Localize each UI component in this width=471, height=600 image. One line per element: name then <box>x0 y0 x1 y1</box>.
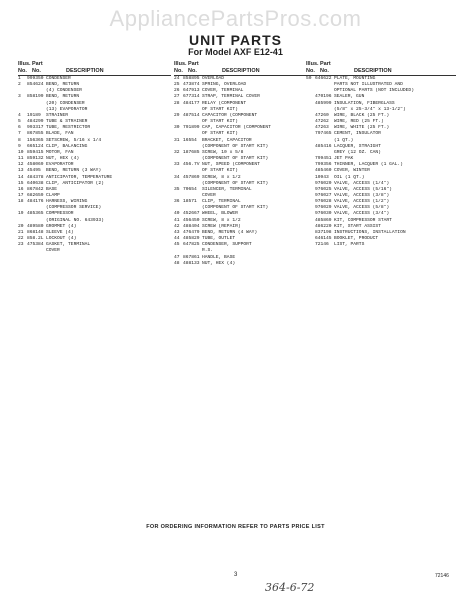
part-number: 10943 <box>315 174 329 180</box>
part-number: 47262 <box>315 119 329 125</box>
part-description: THINNER, LACQUER (1 GAL.) <box>334 162 403 168</box>
part-description: (COMPONENT OF START KIT) <box>202 180 269 186</box>
part-description: OF START KIT) <box>202 106 238 112</box>
part-description: MOTOR, FAN <box>46 149 74 155</box>
part-number: 488404 <box>183 223 200 229</box>
part-number: 858199 <box>27 94 44 100</box>
part-description: HANDLE, BASE <box>202 254 236 260</box>
part-number: 488133 <box>183 260 200 266</box>
part-description: CLAMP <box>46 192 60 198</box>
part-number: 16554 <box>183 137 197 143</box>
part-description: STRAP, TERMINAL COVER <box>202 94 260 100</box>
part-number: 487514 <box>183 112 200 118</box>
part-number: 484299 <box>27 119 44 125</box>
part-number: 647825 <box>183 242 200 248</box>
part-description: BEND, RETURN (3 WAY) <box>46 168 102 174</box>
part-row <box>174 261 307 267</box>
part-number: 70654 <box>183 186 197 192</box>
part-description: WIRE, BLACK (25 FT.) <box>334 112 390 118</box>
part-description: VALVE, ACCESS (1/2") <box>334 199 390 205</box>
part-description: PLATE, MOUNTING <box>334 76 376 81</box>
part-number: 457869 <box>183 174 200 180</box>
part-number: 484177 <box>183 100 200 106</box>
part-description: RELAY (COMPONENT <box>202 100 247 106</box>
illus-number: 24 <box>174 76 180 81</box>
header-description: DESCRIPTION <box>222 68 260 74</box>
part-description: LIST, PARTS <box>334 242 365 248</box>
part-number: 485869 <box>315 217 332 223</box>
header-no: No. <box>306 68 315 74</box>
part-description: BRACKET, CAPACITOR <box>202 137 252 143</box>
part-description: HARNESS, WIRING <box>46 199 88 205</box>
illus-number: 17 <box>18 192 24 198</box>
part-number: 156365 <box>27 137 44 143</box>
part-number: 867861 <box>183 254 200 260</box>
part-description: COVER, WINTER <box>334 168 370 174</box>
illus-number: 15 <box>18 180 24 186</box>
part-description: COVER <box>46 248 60 254</box>
part-number: 475384 <box>27 242 44 248</box>
part-description: BEND, RETURN <box>46 94 80 100</box>
page-subtitle: For Model AXF E12-41 <box>188 47 283 57</box>
part-number: 859132 <box>27 156 44 162</box>
part-number: 976020 <box>315 180 332 186</box>
part-number: 799356 <box>315 162 332 168</box>
part-number: 791899 <box>183 125 200 131</box>
illus-number: 44 <box>174 236 180 242</box>
illus-number: 11 <box>18 156 24 162</box>
header-part: Part <box>320 61 331 67</box>
part-number: 476479 <box>183 229 200 235</box>
parts-list <box>174 76 307 267</box>
part-number: 867842 <box>27 186 44 192</box>
part-number: 485460 <box>315 168 332 174</box>
part-description: ANTICIPATOR, TEMPERATURE <box>46 174 113 180</box>
illus-number: 12 <box>18 162 24 168</box>
part-number: 456450 <box>183 217 200 223</box>
illus-number: 36 <box>174 199 180 205</box>
part-description: SCREW, 8 x 1/2 <box>202 174 241 180</box>
header-no2: No. <box>188 68 197 74</box>
part-description: OF START KIT) <box>202 119 238 125</box>
part-description: BOOKLET, PRODUCT <box>334 236 379 242</box>
part-description: VALVE, ACCESS (3/8") <box>334 192 390 198</box>
illus-number: 4 <box>18 112 21 118</box>
part-description: INSTRUCTIONS, INSTALLATION <box>334 229 406 235</box>
ordering-note: FOR ORDERING INFORMATION REFER TO PARTS PRICE LIST <box>146 524 325 530</box>
illus-number: 34 <box>174 174 180 180</box>
header-no: No. <box>18 68 27 74</box>
page-title: UNIT PARTS <box>189 32 282 48</box>
parts-column-1 <box>18 61 171 255</box>
part-description: KIT, COMPRESSOR START <box>334 217 392 223</box>
handwritten-note: 364-6-72 <box>265 581 315 594</box>
part-description: TUBE, OUTLET <box>202 236 236 242</box>
part-description: PARTS NOT ILLUSTRATED AND <box>334 82 403 88</box>
illus-number: 6 <box>18 125 21 131</box>
part-number: 489580 <box>27 223 44 229</box>
illus-number: 22 <box>18 236 24 242</box>
part-description: GREY (12 OZ. CAN) <box>334 149 381 155</box>
part-number: 485999 <box>315 100 332 106</box>
illus-number: 41 <box>174 217 180 223</box>
header-illus: Illus. <box>18 61 31 67</box>
part-description: OVERLOAD <box>202 76 225 81</box>
illus-number: 26 <box>174 88 180 94</box>
part-number: 458069 <box>27 162 44 168</box>
illus-number: 16 <box>18 186 24 192</box>
part-description: EVAPORATOR <box>46 162 74 168</box>
part-number: 470196 <box>315 94 332 100</box>
page-number: 3 <box>234 572 238 578</box>
header-no2: No. <box>32 68 41 74</box>
part-description: BEND, RETURN <box>46 82 80 88</box>
part-description: (13) EVAPORATOR <box>46 106 88 112</box>
column-header <box>306 61 456 76</box>
part-description: LACQUER, STRAIGHT <box>334 143 381 149</box>
part-description: COVER <box>202 192 216 198</box>
part-description: BASE <box>46 186 58 192</box>
illus-number: 48 <box>174 260 180 266</box>
part-description: (COMPONENT OF START KIT) <box>202 156 269 162</box>
part-description: INSULATION, FIBERGLASS <box>334 100 395 106</box>
part-number: 646622 <box>315 76 332 81</box>
part-description: WHEEL, BLOWER <box>202 211 238 217</box>
part-number: 665124 <box>27 143 44 149</box>
part-number: 837198 <box>315 229 332 235</box>
part-number: 72146 <box>315 242 329 248</box>
part-description: SCREW, 10 x 5/8 <box>202 149 244 155</box>
illus-number: 40 <box>174 211 180 217</box>
illus-number: 5 <box>18 119 21 125</box>
illus-number: 29 <box>174 112 180 118</box>
part-number: 858.2L <box>27 236 44 242</box>
illus-number: 7 <box>18 131 21 137</box>
watermark: AppliancePartsPros.com <box>109 6 362 31</box>
header-illus: Illus. <box>174 61 187 67</box>
part-description: WIRE, WHITE (25 FT.) <box>334 125 390 131</box>
part-description: CEMENT, INSULATOR <box>334 131 381 137</box>
parts-list <box>306 76 456 248</box>
part-description: SCREW (REPAIR) <box>202 223 241 229</box>
part-number: 976028 <box>315 199 332 205</box>
part-description: BLADE, FAN <box>46 131 74 137</box>
illus-number: 19 <box>18 211 24 217</box>
part-description: SILENCER, TERMINAL <box>202 186 252 192</box>
part-number: 677314 <box>183 94 200 100</box>
illus-number: 14 <box>18 174 24 180</box>
part-description: OF START KIT) <box>202 168 238 174</box>
illus-number: 3 <box>18 94 21 100</box>
part-description: CLIP, ANTICIPATOR (2) <box>46 180 104 186</box>
part-number: 976027 <box>315 192 332 198</box>
illus-number: 30 <box>174 125 180 131</box>
part-number: 486220 <box>315 223 332 229</box>
part-description: SEALER, GUN <box>334 94 365 100</box>
part-description: COMPRESSOR <box>46 211 74 217</box>
part-number: 797465 <box>315 131 332 137</box>
part-number: 999350 <box>27 76 44 81</box>
header-no2: No. <box>320 68 329 74</box>
header-no: No. <box>174 68 183 74</box>
part-description: NUT, HEX (4) <box>202 260 236 266</box>
part-row <box>306 242 456 248</box>
part-description: CONDENSER <box>46 76 71 81</box>
illus-number: 23 <box>18 242 24 248</box>
illus-number: 32 <box>174 149 180 155</box>
illus-number: 20 <box>18 223 24 229</box>
header-description: DESCRIPTION <box>354 68 392 74</box>
part-number: 19189 <box>27 112 41 118</box>
parts-column-2 <box>174 61 307 267</box>
part-number: 485365 <box>27 211 44 217</box>
part-description: (1 QT.) <box>334 137 354 143</box>
part-number: 976030 <box>315 211 332 217</box>
part-description: CAPACITOR (COMPONENT <box>202 112 258 118</box>
part-description: JET PAK <box>334 156 354 162</box>
part-description: (COMPRESSOR SERVICE) <box>46 205 102 211</box>
illus-number: 21 <box>18 229 24 235</box>
header-description: DESCRIPTION <box>66 68 104 74</box>
part-number: 993317 <box>27 125 44 131</box>
illus-number: 8 <box>18 137 21 143</box>
parts-list <box>18 76 171 255</box>
part-number: 485416 <box>315 143 332 149</box>
part-number: 640638 <box>27 180 44 186</box>
column-header <box>18 61 171 76</box>
part-description: VALVE, ACCESS (5/8") <box>334 205 390 211</box>
part-row <box>18 248 171 254</box>
header-illus: Illus. <box>306 61 319 67</box>
illus-number: 50 <box>306 76 312 81</box>
part-description: TUBE, RESTRICTOR <box>46 125 91 131</box>
part-number: 484378 <box>27 174 44 180</box>
illus-number: 10 <box>18 149 24 155</box>
part-description: (COMPONENT OF START KIT) <box>202 205 269 211</box>
part-number: 18571 <box>183 199 197 205</box>
illus-number <box>306 242 315 248</box>
part-number: 867855 <box>27 131 44 137</box>
part-number: 473874 <box>183 82 200 88</box>
parts-column-3 <box>306 61 456 248</box>
illus-number: 28 <box>174 100 180 106</box>
part-description: (4) CONDENSER <box>46 88 82 94</box>
part-description: COVER, TERMINAL <box>202 88 244 94</box>
illus-number: 43 <box>174 229 180 235</box>
illus-number: 47 <box>174 254 180 260</box>
part-description: GASKET, TERMINAL <box>46 242 91 248</box>
part-description: KIT, START ASSIST <box>334 223 381 229</box>
part-description: OIL (1 QT.) <box>334 174 365 180</box>
part-number: 682659 <box>27 192 44 198</box>
illus-number: 18 <box>18 199 24 205</box>
part-description: SETSCREW, 5/16 x 1/4 <box>46 137 102 143</box>
part-description: CONDENSER, SUPPORT <box>202 242 252 248</box>
illus-number: 31 <box>174 137 180 143</box>
illus-number: 33 <box>174 162 180 168</box>
illus-number <box>18 248 27 254</box>
illus-number: 45 <box>174 242 180 248</box>
part-description: BEND, RETURN (4 WAY) <box>202 229 258 235</box>
part-description: SPRING, OVERLOAD <box>202 82 247 88</box>
column-header <box>174 61 307 76</box>
illus-number: 9 <box>18 143 21 149</box>
part-number: 858895 <box>183 76 200 81</box>
part-description: CLIP, TERMINAL <box>202 199 241 205</box>
part-description: GROMMET (4) <box>46 223 77 229</box>
part-description: WIRE, RED (25 FT.) <box>334 119 384 125</box>
part-number: 868148 <box>27 229 44 235</box>
part-description: SLEEVE (4) <box>46 229 74 235</box>
part-description: OPTIONAL PARTS (NOT INCLUDED) <box>334 88 414 94</box>
part-description: NUT, HEX (4) <box>46 156 80 162</box>
part-description: (ORIGINAL NO. 643933) <box>46 217 104 223</box>
part-description: OF START KIT) <box>202 131 238 137</box>
part-number: 456.7V <box>183 162 200 168</box>
part-description: VALVE, ACCESS (3/4") <box>334 211 390 217</box>
part-description: SCREW, 8 x 1/2 <box>202 217 241 223</box>
part-description: VALVE, ACCESS (5/16") <box>334 186 392 192</box>
part-description: CAP, CAPACITOR (COMPONENT <box>202 125 271 131</box>
part-description: (COMPONENT OF START KIT) <box>202 143 269 149</box>
illus-number: 27 <box>174 94 180 100</box>
part-description: (5/8" x 25-3/4" x 13-1/2") <box>334 106 406 112</box>
part-description: CLIP, BALANCING <box>46 143 88 149</box>
illus-number: 25 <box>174 82 180 88</box>
part-description: VALVE, ACCESS (1/4") <box>334 180 390 186</box>
document-code: 72146 <box>435 573 449 579</box>
part-description: STRAINER <box>46 112 69 118</box>
part-number: 47263 <box>315 125 329 131</box>
part-description: NUT, SPEED (COMPONENT <box>202 162 260 168</box>
part-number: 484176 <box>27 199 44 205</box>
part-number: 646145 <box>315 236 332 242</box>
part-description: LOCKOUT (4) <box>46 236 77 242</box>
illus-number: 1 <box>18 76 21 81</box>
part-number: 854624 <box>27 82 44 88</box>
part-number: 485829 <box>183 236 200 242</box>
illus-number: 2 <box>18 82 21 88</box>
part-number: 976029 <box>315 205 332 211</box>
illus-number: 35 <box>174 186 180 192</box>
part-description: (20) CONDENSER <box>46 100 85 106</box>
part-number: 187685 <box>183 149 200 155</box>
part-description: TUBE & STRAINER <box>46 119 88 125</box>
part-number: 859415 <box>27 149 44 155</box>
part-number <box>27 248 46 254</box>
header-part: Part <box>188 61 199 67</box>
illus-number: 42 <box>174 223 180 229</box>
header-part: Part <box>32 61 43 67</box>
part-number: 45495 <box>27 168 41 174</box>
part-number: 647913 <box>183 88 200 94</box>
part-description: R.S. <box>202 248 214 254</box>
part-number: 976025 <box>315 186 332 192</box>
part-number: 47260 <box>315 112 329 118</box>
part-number: 452667 <box>183 211 200 217</box>
part-number: 799451 <box>315 156 332 162</box>
illus-number: 13 <box>18 168 24 174</box>
